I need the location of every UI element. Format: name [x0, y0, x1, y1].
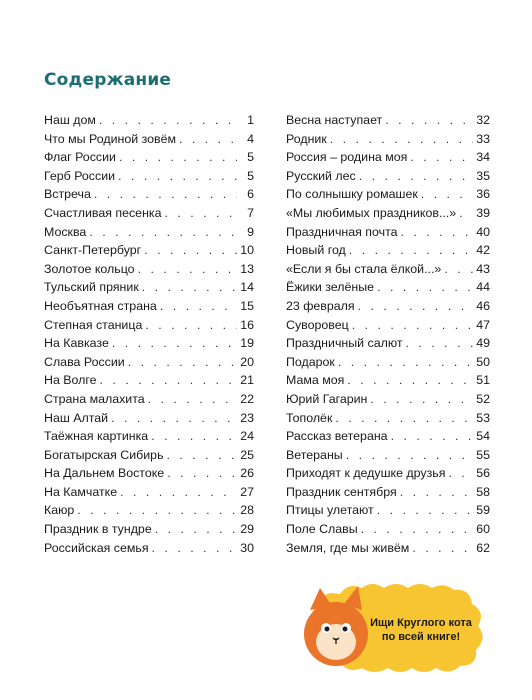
toc-leader-dots: [347, 373, 473, 387]
toc-entry: [286, 503, 490, 522]
toc-entry-page: 4: [247, 131, 254, 146]
toc-leader-dots: [77, 503, 237, 517]
toc-leader-dots: [151, 429, 237, 443]
toc-right-column: [286, 113, 490, 559]
toc-entry: [44, 429, 254, 448]
toc-leader-dots: [385, 113, 473, 127]
toc-entry: [286, 169, 490, 188]
toc-entry: [286, 113, 490, 132]
toc-leader-dots: [377, 280, 473, 294]
toc-leader-dots: [346, 448, 473, 462]
toc-entry-title: На Камчатке: [44, 484, 118, 499]
toc-leader-dots: [361, 522, 473, 536]
toc-entry-title: Таёжная картинка: [44, 429, 149, 444]
toc-entry-title: Птицы улетают: [286, 503, 374, 518]
toc-entry-title: Российская семья: [44, 540, 149, 555]
toc-leader-dots: [155, 522, 237, 536]
toc-entry-title: Санкт-Петербург: [44, 243, 142, 258]
toc-entry-title: Приходят к дедушке друзья: [286, 466, 446, 481]
toc-leader-dots: [119, 150, 237, 164]
badge-text-line1: Ищи Круглого кота: [370, 617, 472, 629]
toc-leader-dots: [148, 392, 237, 406]
toc-leader-dots: [152, 541, 237, 555]
toc-entry: [286, 150, 490, 169]
toc-leader-dots: [167, 448, 237, 462]
toc-entry-title: Праздник сентября: [286, 484, 397, 499]
toc-entry: [44, 355, 254, 374]
toc-entry: [44, 336, 254, 355]
toc-entry-page: 33: [476, 131, 490, 146]
toc-entry-title: Праздничная почта: [286, 224, 398, 239]
toc-entry-title: Необъятная страна: [44, 298, 157, 313]
toc-entry-page: 23: [240, 410, 254, 425]
toc-entry-title: Родник: [286, 131, 327, 146]
toc-leader-dots: [410, 150, 473, 164]
toc-leader-dots: [338, 355, 473, 369]
toc-entry-page: 21: [240, 373, 254, 388]
toc-entry: [286, 466, 490, 485]
toc-entry-page: 5: [247, 168, 254, 183]
toc-entry-page: 20: [240, 354, 254, 369]
toc-leader-dots: [377, 503, 473, 517]
toc-entry-title: Страна малахита: [44, 391, 145, 406]
toc-entry: [286, 448, 490, 467]
toc-entry-page: 53: [476, 410, 490, 425]
toc-entry-page: 51: [476, 373, 490, 388]
toc-entry-page: 49: [476, 336, 490, 351]
toc-entry-title: Герб России: [44, 168, 116, 183]
toc-entry: [286, 243, 490, 262]
toc-entry-title: На Кавказе: [44, 336, 109, 351]
toc-leader-dots: [165, 206, 237, 220]
toc-entry-page: 40: [476, 224, 490, 239]
toc-leader-dots: [112, 336, 237, 350]
toc-entry: [44, 466, 254, 485]
toc-entry-page: 13: [240, 261, 254, 276]
toc-entry: [286, 336, 490, 355]
toc-entry: [286, 373, 490, 392]
toc-entry-title: «Если я бы стала ёлкой...»: [286, 261, 442, 276]
toc-leader-dots: [444, 262, 473, 276]
toc-entry-title: Новый год: [286, 243, 346, 258]
toc-entry-title: Каюр: [44, 503, 75, 518]
toc-entry-title: Что мы Родиной зовём: [44, 131, 177, 146]
toc-entry-page: 47: [476, 317, 490, 332]
toc-entry-page: 29: [240, 522, 254, 537]
toc-entry-page: 16: [240, 317, 254, 332]
toc-entry-title: 23 февраля: [286, 298, 355, 313]
toc-leader-dots: [160, 299, 237, 313]
toc-leader-dots: [370, 392, 473, 406]
toc-entry-page: 27: [240, 484, 254, 499]
toc-entry: [44, 113, 254, 132]
toc-entry: [286, 262, 490, 281]
toc-entry-title: Юрий Гагарин: [286, 391, 368, 406]
toc-entry: [286, 299, 490, 318]
toc-entry: [44, 243, 254, 262]
toc-entry-title: Слава России: [44, 354, 125, 369]
toc-entry-page: 15: [240, 298, 254, 313]
toc-entry: [44, 503, 254, 522]
toc-entry-title: Весна наступает: [286, 113, 383, 127]
toc-entry-page: 52: [476, 391, 490, 406]
toc-leader-dots: [100, 373, 237, 387]
toc-leader-dots: [167, 466, 237, 480]
toc-entry-title: Счастливая песенка: [44, 205, 162, 220]
toc-entry: [44, 541, 254, 560]
toc-entry-page: 60: [476, 522, 490, 537]
toc-entry-title: Праздник в тундре: [44, 522, 152, 537]
toc-leader-dots: [401, 225, 473, 239]
toc-entry-title: Флаг России: [44, 150, 116, 165]
toc-entry-title: Подарок: [286, 354, 335, 369]
badge-text: [362, 616, 480, 644]
toc-entry-title: Россия – родина моя: [286, 150, 408, 165]
toc-leader-dots: [352, 318, 473, 332]
toc-entry-page: 24: [240, 429, 254, 444]
toc-entry: [286, 318, 490, 337]
toc-entry-page: 58: [476, 484, 490, 499]
toc-entry-page: 25: [240, 447, 254, 462]
toc-entry-title: Степная станица: [44, 317, 143, 332]
toc-entry-page: 9: [247, 224, 254, 239]
toc-entry-title: Золотое кольцо: [44, 261, 135, 276]
toc-entry: [286, 522, 490, 541]
toc-entry-title: На Дальнем Востоке: [44, 466, 165, 481]
toc-entry-title: Тульский пряник: [44, 280, 139, 295]
toc-entry-title: Мама моя: [286, 373, 345, 388]
toc-entry-title: Суворовец: [286, 317, 349, 332]
toc-entry: [286, 355, 490, 374]
toc-entry: [44, 318, 254, 337]
toc-entry-title: Москва: [44, 224, 87, 239]
toc-entry: [44, 448, 254, 467]
toc-leader-dots: [421, 187, 473, 201]
toc-entry-page: 39: [476, 205, 490, 220]
toc-entry-title: По солнышку ромашек: [286, 187, 418, 202]
toc-entry-page: 43: [476, 261, 490, 276]
toc-entry-title: Наш дом: [44, 113, 96, 127]
toc-entry-page: 36: [476, 187, 490, 202]
toc-leader-dots: [144, 243, 237, 257]
toc-entry-title: Наш Алтай: [44, 410, 109, 425]
toc-entry: [286, 541, 490, 560]
toc-entry-page: 62: [476, 540, 490, 555]
toc-entry-page: 50: [476, 354, 490, 369]
toc-leader-dots: [400, 485, 473, 499]
toc-leader-dots: [118, 169, 237, 183]
toc-entry-page: 35: [476, 168, 490, 183]
toc-entry: [286, 206, 490, 225]
toc-entry-title: Ёжики зелёные: [286, 280, 375, 295]
toc-leader-dots: [359, 169, 473, 183]
toc-entry-title: Ветераны: [286, 447, 343, 462]
toc-entry: [286, 132, 490, 151]
toc-entry: [44, 132, 254, 151]
toc-entry: [44, 485, 254, 504]
toc-entry: [44, 522, 254, 541]
toc-entry: [286, 225, 490, 244]
toc-leader-dots: [138, 262, 237, 276]
toc-entry: [44, 280, 254, 299]
toc-entry-title: Рассказ ветерана: [286, 429, 388, 444]
toc-entry: [44, 299, 254, 318]
toc-entry: [44, 373, 254, 392]
toc-leader-dots: [128, 355, 237, 369]
toc-entry: [286, 411, 490, 430]
toc-leader-dots: [330, 132, 473, 146]
toc-leader-dots: [142, 280, 237, 294]
toc-leader-dots: [89, 225, 237, 239]
toc-entry-page: 7: [247, 205, 254, 220]
toc-entry: [44, 411, 254, 430]
toc-leader-dots: [406, 336, 473, 350]
toc-entry-page: 6: [247, 187, 254, 202]
toc-entry: [44, 187, 254, 206]
toc-left-column: [44, 113, 254, 559]
toc-entry-title: На Волге: [44, 373, 97, 388]
toc-entry-page: 54: [476, 429, 490, 444]
toc-entry: [44, 169, 254, 188]
toc-entry-page: 44: [476, 280, 490, 295]
toc-entry: [44, 225, 254, 244]
toc-entry-title: Поле Славы: [286, 522, 358, 537]
toc-leader-dots: [94, 187, 237, 201]
toc-entry-title: «Мы любимых праздников...»: [286, 205, 457, 220]
toc-entry: [286, 187, 490, 206]
toc-leader-dots: [335, 411, 473, 425]
toc-entry-page: 55: [476, 447, 490, 462]
toc-entry-page: 56: [476, 466, 490, 481]
toc-entry-page: 1: [247, 113, 254, 127]
toc-entry-title: Тополёк: [286, 410, 333, 425]
badge-text-line2: по всей книге!: [381, 631, 461, 643]
toc-leader-dots: [145, 318, 237, 332]
toc-entry-page: 10: [240, 243, 254, 258]
toc-entry: [44, 150, 254, 169]
toc-entry-page: 28: [240, 503, 254, 518]
toc-entry-title: Русский лес: [286, 168, 356, 183]
toc-entry: [286, 429, 490, 448]
toc-leader-dots: [448, 466, 473, 480]
toc-entry-page: 5: [247, 150, 254, 165]
toc-entry-page: 30: [240, 540, 254, 555]
toc-entry-page: 42: [476, 243, 490, 258]
toc-leader-dots: [391, 429, 473, 443]
toc-leader-dots: [459, 206, 473, 220]
toc-leader-dots: [358, 299, 473, 313]
toc-entry: [44, 392, 254, 411]
toc-entry-page: 22: [240, 391, 254, 406]
toc-entry-title: Богатырская Сибирь: [44, 447, 164, 462]
toc-leader-dots: [412, 541, 473, 555]
toc-entry-title: Встреча: [44, 187, 91, 202]
toc-leader-dots: [179, 132, 237, 146]
toc-entry-page: 34: [476, 150, 490, 165]
toc-leader-dots: [111, 411, 237, 425]
toc-entry: [286, 280, 490, 299]
page-title: Содержание: [44, 70, 172, 90]
toc-entry: [44, 206, 254, 225]
toc-leader-dots: [349, 243, 473, 257]
toc-entry-page: 19: [240, 336, 254, 351]
toc-leader-dots: [120, 485, 237, 499]
toc-entry-page: 32: [476, 113, 490, 127]
toc-entry-title: Праздничный салют: [286, 336, 403, 351]
toc-leader-dots: [99, 113, 237, 127]
toc-entry: [286, 485, 490, 504]
toc-entry-page: 59: [476, 503, 490, 518]
toc-entry-title: Земля, где мы живём: [286, 540, 410, 555]
toc-entry-page: 14: [240, 280, 254, 295]
toc-entry-page: 26: [240, 466, 254, 481]
toc-entry-page: 46: [476, 298, 490, 313]
toc-entry: [44, 262, 254, 281]
toc-entry: [286, 392, 490, 411]
